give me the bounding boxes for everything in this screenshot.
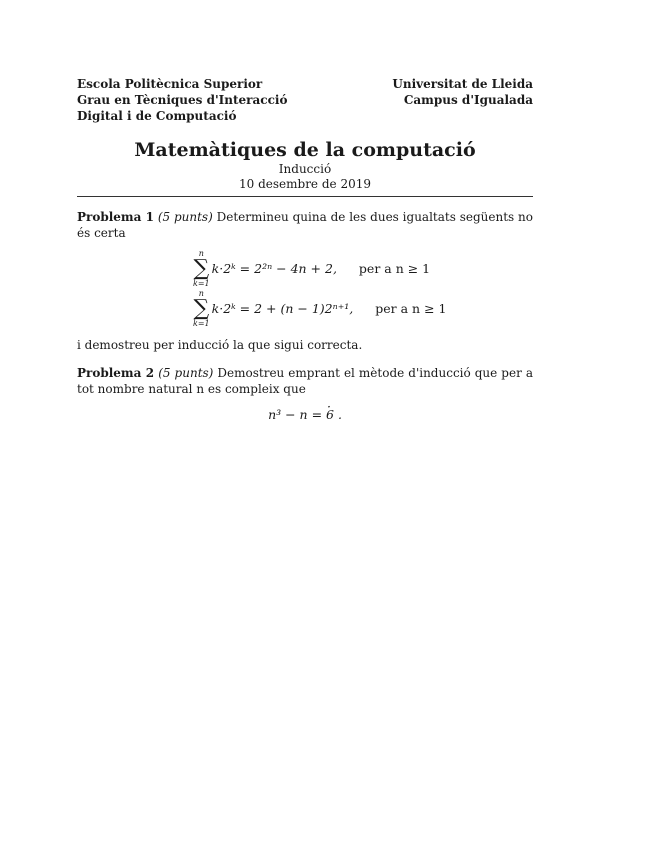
header-left-line-1: Escola Politècnica Superior (77, 77, 263, 91)
title-block (77, 138, 533, 192)
equation-2-condition: per a n ≥ 1 (375, 301, 447, 316)
problem-1 (77, 209, 533, 353)
problem-1-equations (77, 249, 533, 329)
header-right-line-2: Campus d'Igualada (403, 93, 533, 107)
equation-end: . (333, 407, 342, 422)
problem-2-equation (77, 407, 533, 423)
summation-symbol: n ∑ k=1 (193, 289, 210, 328)
problem-1-intro: Determineu quina de les dues igualtats següents no és certa (77, 210, 533, 240)
problem-2-points: (5 punts) (158, 366, 214, 380)
equation-2-body: k·2ᵏ = 2 + (n − 1)2ⁿ⁺¹, (211, 301, 354, 316)
problem-2-label: Problema 2 (77, 366, 155, 380)
problem-1-outro: i demostreu per inducció la que sigui correcta. (77, 338, 363, 352)
document-page (77, 76, 533, 423)
problem-1-label: Problema 1 (77, 210, 154, 224)
document-date: 10 desembre de 2019 (239, 177, 371, 191)
header-right-line-1: Universitat de Lleida (392, 77, 533, 91)
sum-upper-limit: n (198, 249, 204, 258)
problem-2-text: Demostreu emprant el mètode d'inducció que per a tot nombre natural n es compleix que (77, 366, 534, 396)
sum-lower-limit: k=1 (193, 279, 210, 288)
equation-right: · 6 (326, 407, 334, 423)
document-subtitle: Inducció (278, 162, 332, 176)
title-rule (77, 196, 533, 197)
equation-2 (193, 289, 533, 329)
equation-1-body: k·2ᵏ = 2²ⁿ − 4n + 2, (211, 261, 337, 276)
problem-1-points: (5 punts) (157, 210, 213, 224)
equation-1 (193, 249, 533, 289)
equation-left: n³ − n = (268, 407, 327, 422)
summation-symbol: n ∑ k=1 (193, 249, 210, 288)
document-header (77, 76, 533, 124)
header-left-line-2: Grau en Tècniques d'Interacció (77, 93, 288, 107)
sum-lower-limit: k=1 (193, 319, 210, 328)
document-title: Matemàtiques de la computació (134, 139, 476, 161)
problem-2 (77, 365, 533, 423)
header-left-line-3: Digital i de Computació (77, 109, 237, 123)
sum-upper-limit: n (198, 289, 204, 298)
header-left (77, 76, 287, 124)
header-right (392, 76, 533, 124)
equation-1-condition: per a n ≥ 1 (358, 261, 431, 276)
